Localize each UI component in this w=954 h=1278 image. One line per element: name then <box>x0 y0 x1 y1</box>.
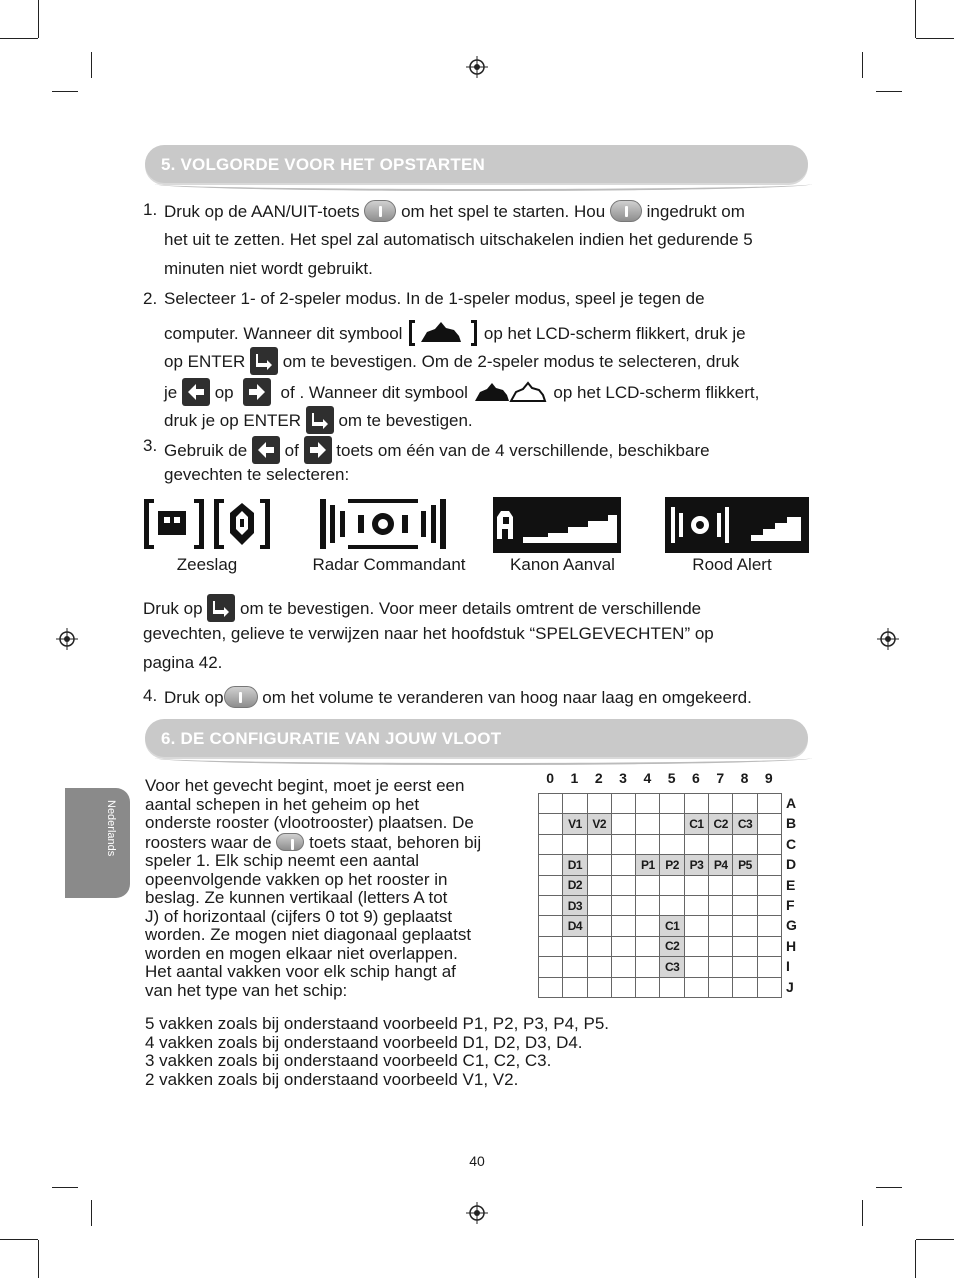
grid-row-label: J <box>786 978 794 995</box>
grid-cell: C1 <box>660 916 684 936</box>
left-arrow-key-icon <box>252 436 280 464</box>
lcd-radar-commandant <box>318 497 448 551</box>
text: om te bevestigen. Voor meer details omtrent de verschillende <box>240 599 702 618</box>
section-title: 5. VOLGORDE VOOR HET OPSTARTEN <box>161 155 485 174</box>
grid-cell <box>636 957 660 977</box>
grid-cell <box>636 834 660 854</box>
enter-key-icon <box>306 406 334 434</box>
grid-cell <box>539 794 563 814</box>
power-button-icon <box>364 200 396 222</box>
registration-mark-icon <box>466 1202 488 1224</box>
grid-cell <box>684 834 708 854</box>
grid-cell <box>660 895 684 915</box>
grid-cell <box>539 977 563 997</box>
grid-cell: D4 <box>563 916 587 936</box>
grid-cell <box>611 957 635 977</box>
grid-col-label: 4 <box>643 770 652 786</box>
text-line: worden en mogen elkaar niet overlappen. <box>145 943 458 963</box>
grid-cell <box>611 895 635 915</box>
text-line: Voor het gevecht begint, moet je eerst een <box>145 776 465 795</box>
text: Druk op de AAN/UIT-toets <box>164 202 360 221</box>
grid-row-label: B <box>786 815 797 832</box>
section-title: 6. DE CONFIGURATIE VAN JOUW VLOOT <box>161 729 502 748</box>
item-number: 2. <box>143 289 158 308</box>
game-caption: Zeeslag <box>176 555 238 574</box>
grid-cell: P5 <box>733 855 757 875</box>
text: . Wanneer dit symbool <box>299 383 468 402</box>
grid-cell: P2 <box>660 855 684 875</box>
grid-cell: D3 <box>563 895 587 915</box>
grid-cell <box>563 957 587 977</box>
grid-cell <box>709 794 733 814</box>
grid-cell <box>757 794 781 814</box>
grid-cell <box>757 875 781 895</box>
grid-cell <box>684 875 708 895</box>
grid-cell <box>684 957 708 977</box>
power-button-icon <box>276 833 304 851</box>
ship-size-list <box>145 1015 609 1089</box>
grid-cell <box>733 875 757 895</box>
enter-key-icon <box>250 347 278 375</box>
grid-cell <box>684 936 708 956</box>
game-caption: Rood Alert <box>692 555 772 574</box>
grid-col-label: 1 <box>570 770 579 786</box>
right-arrow-key-icon <box>243 378 271 406</box>
grid-cell <box>684 977 708 997</box>
grid-cell <box>539 916 563 936</box>
header-swoosh <box>155 751 812 765</box>
crop-mark <box>38 0 39 38</box>
grid-row <box>539 834 782 854</box>
grid-cell <box>539 875 563 895</box>
game-caption: Kanon Aanval <box>510 555 615 574</box>
item2-line4 <box>164 377 759 407</box>
text: ingedrukt om <box>646 202 745 221</box>
grid-row-label: D <box>786 856 797 873</box>
grid-col-label: 2 <box>594 770 603 786</box>
grid-cell <box>733 957 757 977</box>
text-line: Het aantal vakken voor elk schip hangt af <box>145 962 456 981</box>
list-item: 2 vakken zoals bij onderstaand voorbeeld V1, V2. <box>145 1069 519 1089</box>
grid-row-label: C <box>786 835 797 852</box>
grid-row-label: A <box>786 795 797 811</box>
grid-cell <box>709 875 733 895</box>
grid-cell <box>563 834 587 854</box>
grid-cell <box>733 936 757 956</box>
grid-cell <box>563 936 587 956</box>
grid-cell <box>587 855 611 875</box>
one-player-symbol-icon <box>407 318 479 348</box>
text: op ENTER <box>164 352 246 371</box>
fleet-description <box>145 777 530 1000</box>
grid-cell: V2 <box>587 814 611 834</box>
grid-cell <box>563 794 587 814</box>
crop-mark <box>38 1240 39 1278</box>
power-button-icon <box>610 200 642 222</box>
grid-cell <box>539 855 563 875</box>
enter-key-icon <box>207 594 235 622</box>
text: toets staat, behoren bij <box>309 832 482 852</box>
page-number: 40 <box>469 1153 485 1169</box>
grid-cell <box>660 875 684 895</box>
text-line: opeenvolgende vakken op het rooster in <box>145 869 448 889</box>
grid-cell <box>539 936 563 956</box>
grid-cell <box>539 834 563 854</box>
grid-row-label: I <box>786 958 790 975</box>
grid-cell <box>587 895 611 915</box>
grid-cell <box>587 875 611 895</box>
grid-cell <box>733 916 757 936</box>
crop-mark <box>0 1239 38 1240</box>
grid-col-label: 8 <box>740 770 749 786</box>
grid-cell <box>757 855 781 875</box>
grid-cell: C1 <box>684 814 708 834</box>
text: Gebruik de <box>164 441 248 460</box>
crop-mark <box>915 1240 916 1278</box>
section-header <box>145 719 808 757</box>
text-line: aantal schepen in het geheim op het <box>145 794 420 814</box>
grid-cell <box>611 977 635 997</box>
grid-cell <box>709 895 733 915</box>
grid-col-label: 0 <box>546 770 555 786</box>
confirm-line1 <box>143 594 701 622</box>
grid-cell <box>587 957 611 977</box>
crop-mark <box>91 52 92 78</box>
text: roosters waar de <box>145 832 272 852</box>
grid-cell <box>684 794 708 814</box>
item1-line1 <box>164 200 745 222</box>
grid-cell <box>611 794 635 814</box>
list-item: 5 vakken zoals bij onderstaand voorbeeld P1, P2, P3, P4, P5. <box>145 1014 610 1033</box>
registration-mark-icon <box>877 628 899 650</box>
item2-line2 <box>164 318 746 348</box>
grid-cell <box>587 977 611 997</box>
text: om het volume te veranderen van hoog naar laag en omgekeerd. <box>262 688 752 707</box>
grid-cell <box>636 875 660 895</box>
registration-mark-icon <box>466 56 488 78</box>
text: Druk op <box>143 599 203 618</box>
header-swoosh <box>155 177 812 191</box>
grid-cell <box>709 936 733 956</box>
grid-row <box>539 794 782 814</box>
crop-mark <box>876 91 902 92</box>
text: druk je op ENTER <box>164 411 301 430</box>
grid-row <box>539 977 782 997</box>
grid-cell <box>636 794 660 814</box>
grid-cell <box>587 936 611 956</box>
text-line: worden. Ze mogen niet diagonaal geplaatst <box>145 925 472 944</box>
grid-cell <box>757 834 781 854</box>
grid-cell <box>660 814 684 834</box>
grid-cell <box>757 977 781 997</box>
grid-cell <box>709 977 733 997</box>
text-line: speler 1. Elk schip neemt een aantal <box>145 851 420 870</box>
grid-cell <box>709 916 733 936</box>
grid-cell: C3 <box>733 814 757 834</box>
text: of <box>284 441 299 460</box>
crop-mark <box>916 38 954 39</box>
grid-cell <box>636 977 660 997</box>
grid-cell <box>660 977 684 997</box>
item2-line5 <box>164 406 473 434</box>
text: op het LCD-scherm flikkert, druk je <box>483 324 746 343</box>
left-arrow-key-icon <box>182 378 210 406</box>
grid-cell <box>636 814 660 834</box>
text: of <box>280 383 295 402</box>
text-line: beslag. Ze kunnen vertikaal (letters A tot <box>145 888 448 907</box>
list-item: 4 vakken zoals bij onderstaand voorbeeld D1, D2, D3, D4. <box>145 1032 583 1052</box>
grid-cell <box>563 977 587 997</box>
item2-line1: Selecteer 1- of 2-speler modus. In de 1-speler modus, speel je tegen de <box>164 289 705 308</box>
grid-cell <box>636 895 660 915</box>
grid-cell <box>757 814 781 834</box>
grid-row-label: E <box>786 876 796 893</box>
text: Druk op <box>164 688 224 707</box>
grid-col-label: 9 <box>764 770 773 786</box>
item-number: 3. <box>143 436 158 455</box>
grid-row-label: G <box>786 917 797 934</box>
item3-line2: gevechten te selecteren: <box>164 465 350 484</box>
text: om te bevestigen. <box>338 411 473 430</box>
grid-cell <box>733 834 757 854</box>
game-caption: Radar Commandant <box>312 555 466 574</box>
grid-cell <box>757 936 781 956</box>
grid-cell <box>587 834 611 854</box>
grid-cell <box>757 895 781 915</box>
grid-cell: D1 <box>563 855 587 875</box>
text: op <box>214 383 234 402</box>
grid-cell: D2 <box>563 875 587 895</box>
crop-mark <box>0 38 38 39</box>
grid-cell <box>709 834 733 854</box>
list-item: 3 vakken zoals bij onderstaand voorbeeld C1, C2, C3. <box>145 1051 552 1070</box>
grid-row-label: F <box>786 896 795 913</box>
crop-mark <box>52 1187 78 1188</box>
section-header <box>145 145 808 183</box>
grid-cell: C2 <box>709 814 733 834</box>
grid-cell: C2 <box>660 936 684 956</box>
crop-mark <box>862 52 863 78</box>
lcd-zeeslag <box>144 497 274 551</box>
item3-line1 <box>164 436 710 464</box>
grid-cell <box>587 916 611 936</box>
grid-cell <box>611 916 635 936</box>
grid-row <box>539 814 782 834</box>
grid-row <box>539 855 782 875</box>
grid-cell <box>733 977 757 997</box>
grid-row-label: H <box>786 937 797 954</box>
grid-cell <box>660 834 684 854</box>
item-number: 4. <box>143 686 158 705</box>
grid-cell <box>587 794 611 814</box>
grid-cell <box>733 794 757 814</box>
grid-col-label: 7 <box>716 770 725 786</box>
grid-cell <box>611 834 635 854</box>
registration-mark-icon <box>56 628 78 650</box>
confirm-line2: gevechten, gelieve te verwijzen naar het hoofdstuk “SPELGEVECHTEN” op <box>143 624 714 643</box>
text: om te bevestigen. Om de 2-speler modus te selecteren, druk <box>282 352 740 371</box>
grid-col-label: 6 <box>692 770 700 786</box>
text: toets om één van de 4 verschillende, beschikbare <box>336 441 710 460</box>
grid-col-label: 5 <box>667 770 676 786</box>
grid-cell <box>757 957 781 977</box>
grid-cell <box>611 814 635 834</box>
item-number: 1. <box>143 200 158 219</box>
language-tab <box>65 788 130 898</box>
grid-column-headers <box>538 770 781 786</box>
grid-row <box>539 957 782 977</box>
text-line: J) of horizontaal (cijfers 0 tot 9) geplaatst <box>145 906 453 926</box>
grid-cell <box>636 936 660 956</box>
grid-cell <box>539 895 563 915</box>
lcd-rood-alert <box>665 497 809 553</box>
grid-col-label: 3 <box>619 770 627 786</box>
text: op het LCD-scherm flikkert, <box>553 383 760 402</box>
text-line <box>145 833 530 853</box>
grid-cell <box>709 957 733 977</box>
grid-row-headers <box>786 793 797 997</box>
grid-cell <box>539 814 563 834</box>
text-line: onderste rooster (vlootrooster) plaatsen. De <box>145 813 474 832</box>
grid-cell <box>684 916 708 936</box>
confirm-line3: pagina 42. <box>143 653 223 672</box>
grid-cell <box>757 916 781 936</box>
grid-cell: P3 <box>684 855 708 875</box>
grid-row <box>539 916 782 936</box>
grid-cell: P1 <box>636 855 660 875</box>
volume-button-icon <box>224 686 258 708</box>
crop-mark <box>91 1200 92 1226</box>
crop-mark <box>52 91 78 92</box>
grid-row <box>539 936 782 956</box>
item1-line3: minuten niet wordt gebruikt. <box>164 259 373 278</box>
grid-cell: V1 <box>563 814 587 834</box>
grid-cell <box>636 916 660 936</box>
text-line: van het type van het schip: <box>145 980 348 1000</box>
grid-cell <box>611 855 635 875</box>
grid-cell <box>611 875 635 895</box>
language-label: Nederlands <box>105 800 117 857</box>
grid-cell <box>539 957 563 977</box>
grid-row <box>539 875 782 895</box>
grid-cell <box>733 895 757 915</box>
lcd-kanon-aanval <box>493 497 621 553</box>
grid-cell: C3 <box>660 957 684 977</box>
fleet-grid <box>538 793 782 998</box>
item4-line1 <box>164 686 752 708</box>
item1-line2: het uit te zetten. Het spel zal automatisch uitschakelen indien het gedurende 5 <box>164 230 753 249</box>
grid-cell: P4 <box>709 855 733 875</box>
text: computer. Wanneer dit symbool <box>164 324 403 343</box>
right-arrow-key-icon <box>304 436 332 464</box>
text: om het spel te starten. Hou <box>401 202 606 221</box>
grid-cell <box>684 895 708 915</box>
two-player-symbol-icon <box>473 377 549 407</box>
grid-cell <box>660 794 684 814</box>
crop-mark <box>862 1200 863 1226</box>
grid-row <box>539 895 782 915</box>
text: je <box>164 383 178 402</box>
item2-line3 <box>164 347 739 375</box>
grid-cell <box>611 936 635 956</box>
crop-mark <box>876 1187 902 1188</box>
crop-mark <box>916 1239 954 1240</box>
crop-mark <box>915 0 916 38</box>
